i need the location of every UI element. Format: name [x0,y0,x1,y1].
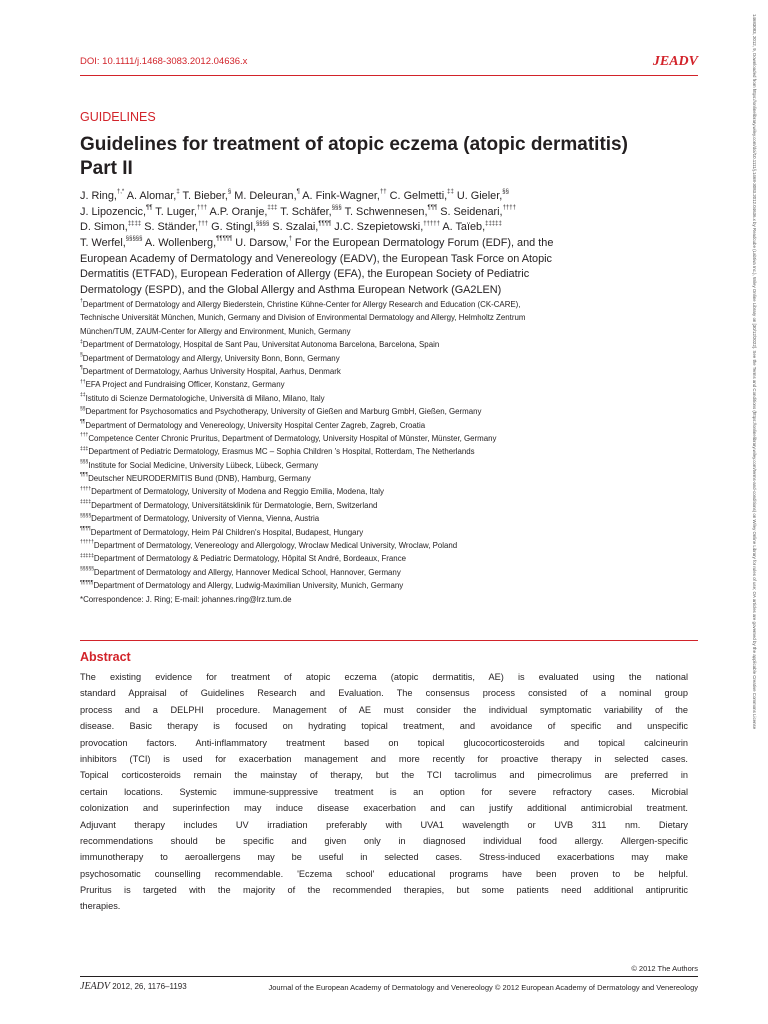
abstract-line: certain locations. Systemic immune-suppressive treatment is an option for severe refractory cases. Microbial [80,786,688,797]
affiliation-mark: †† [379,189,387,196]
author-text: Dermatitis (ETFAD), European Federation of Allergy (EFA), the European Society of Pediatric [80,268,530,281]
abstract-line: provocation factors. Anti-inflammatory treatment based on topical glucocorticosteroids and topical calcineurin [80,737,688,748]
affiliation-mark: †,* [116,189,125,196]
author-text: European Academy of Dermatology and Venereology (EADV), the European Task Force on Atopic [80,252,553,265]
affiliation-mark: †††† [80,485,92,492]
affiliation-text: Deutscher NEURODERMITIS Bund (DNB), Hamburg, Germany [88,474,311,484]
affiliation-text: Department of Dermatology and Allergy, Ludwig-Maximilian University, Munich, Germany [93,581,404,591]
affiliation-item [80,445,710,458]
abstract-line: disease. Basic therapy is focused on hydrating topical treatment, and avoidance of specific and unspecific [80,721,688,732]
author-text: J. Lipozencic, [80,205,146,218]
affiliation-item [80,499,710,512]
abstract-line: recommendations should be specific and given only in diagnosed individual food allergy. Allergen-specific [80,835,688,846]
footer-journal-name: Journal of the European Academy of Dermatology and Venereology © 2012 European Academy of Dermatology and Venereology [268,983,698,992]
affiliation-text: Department of Dermatology and Venereology, University Hospital Center Zagreb, Zagreb, Croatia [85,420,426,430]
affiliation-item [80,392,710,405]
affiliation-text: Department of Dermatology, Hospital de Sant Pau, Universitat Autonoma Barcelona, Barcelona, Spain [82,340,440,350]
author-text: A. Alomar, [124,190,177,202]
affiliation-mark: ‡‡‡ [267,205,278,212]
affiliation-item [80,593,710,606]
author-text: Dermatology (ESPD), and the Global Allergy and Asthma European Network (GA2LEN) [80,284,502,297]
affiliation-text: Department of Dermatology, Venereology and Allergology, Wroclaw Medical University, Wroclaw, Poland [93,541,458,551]
affiliation-mark: ‡‡ [447,189,454,196]
affiliation-mark: §§§§§ [125,236,143,243]
abstract-line: inhibitors (TCI) is used for exacerbation management and more recently for proactive therapy in selected cases. [80,753,688,764]
affiliation-item [80,526,710,539]
affiliation-item [80,352,710,365]
affiliation-mark: §§§§ [255,220,270,227]
abstract-heading: Abstract [80,650,131,664]
affiliation-mark: §§§§ [80,512,92,519]
affiliation-item [80,298,710,311]
abstract-line: process and a DELPHI procedure. Management of AE must consider the individual symptomatic variability of the [80,704,688,715]
affiliation-mark: ‡ [80,338,83,345]
affiliation-item [80,459,710,472]
abstract-line: immunotherapy to aeroallergens may be useful in selected cases. Stress-induced exacerbations may make [80,852,688,863]
affiliation-item [80,552,710,565]
affiliation-text: Technische Universität München, Munich, Germany and Division of Environmental Dermatology and Allergy, Helmholtz Zentrum [80,313,526,323]
author-text: G. Stingl, [208,221,256,234]
affiliation-mark: ¶¶¶ [80,472,89,479]
affiliation-text: Department for Psychosomatics and Psychotherapy, University of Gießen and Marburg GmbH, Gießen, Germany [85,407,482,417]
doi-link[interactable]: DOI: 10.1111/j.1468-3083.2012.04636.x [80,56,248,67]
affiliation-text: Department of Dermatology, University of Vienna, Vienna, Austria [91,514,320,524]
affiliation-mark: §§§ [331,205,342,212]
affiliation-mark: ††††† [423,220,440,227]
author-text: A. Wollenberg, [142,237,217,250]
affiliation-text: Department of Dermatology and Allergy Biederstein, Christine Kühne-Center for Allergy Research and Education (CK-CARE), [82,300,521,309]
author-text: S. Seidenari, [437,205,503,218]
header-rule [80,75,698,76]
affiliation-item [80,579,710,592]
affiliation-text: EFA Project and Fundraising Officer, Konstanz, Germany [85,380,285,390]
download-sidebar-note [749,14,757,1014]
footer-journal-abbrev: JEADV [80,981,110,992]
affiliation-mark: ¶¶¶ [427,205,438,212]
affiliation-mark: ¶¶ [145,205,153,212]
affiliation-mark: ††† [198,220,209,227]
abstract-rule [80,640,698,641]
author-text: A. Taïeb, [439,221,486,234]
author-text: T. Werfel, [80,237,126,250]
affiliation-mark: ¶ [80,365,83,372]
journal-abbrev: JEADV [652,54,698,69]
author-text: S. Szalai, [269,221,319,234]
section-label: GUIDELINES [80,110,156,124]
affiliation-item [80,512,710,525]
affiliation-list [80,298,710,606]
affiliation-item [80,472,710,485]
copyright-notice: © 2012 The Authors [631,964,698,973]
affiliation-item [80,311,710,324]
author-line [80,252,700,268]
abstract-line: Topical corticosteroids remain the mainstay of therapy, but the TCI tacrolimus and pimecrolimus are preferred in [80,770,688,781]
affiliation-mark: ‡ [176,189,180,196]
author-text: T. Luger, [152,205,198,218]
affiliation-item [80,432,710,445]
affiliation-mark: ††† [197,205,208,212]
author-text: D. Simon, [80,221,128,234]
footer-citation [80,981,187,992]
affiliation-text: Department of Dermatology, University of Modena and Reggio Emilia, Modena, Italy [91,487,384,497]
affiliation-mark: ‡‡‡‡ [127,220,142,227]
author-text: J. Ring, [80,190,117,202]
affiliation-item [80,485,710,498]
affiliation-mark: ¶¶ [80,418,86,425]
author-line [80,236,700,252]
abstract-line: The existing evidence for treatment of atopic eczema (atopic dermatitis, AE) is evaluated using the national [80,672,688,682]
author-text: J.C. Szepietowski, [331,221,424,234]
affiliation-text: Competence Center Chronic Pruritus, Department of Dermatology, University Hospital of Münster, Münster, Germany [88,433,497,443]
affiliation-mark: ‡‡ [80,392,86,399]
footer-rule [80,976,698,977]
affiliation-mark: ‡‡‡‡‡ [485,220,502,227]
affiliation-text: Department of Dermatology and Allergy, University Bonn, Bonn, Germany [82,353,340,363]
affiliation-mark: §§§§§ [80,566,94,573]
affiliation-item [80,566,710,579]
author-line [80,205,700,221]
affiliation-text: Department of Dermatology & Pediatric Dermatology, Hôpital St André, Bordeaux, France [93,554,407,564]
affiliation-item [80,539,710,552]
affiliation-mark: ‡‡‡‡ [80,499,92,506]
author-text: For the European Dermatology Forum (EDF), and the [291,237,554,250]
author-line [80,267,700,283]
affiliation-mark: §§ [502,189,509,196]
affiliation-mark: §§ [80,405,86,412]
author-text: T. Bieber, [179,190,228,202]
affiliation-item [80,325,710,338]
affiliation-mark: ¶¶¶¶ [318,220,332,227]
affiliation-item [80,405,710,418]
abstract-line: standard Appraisal of Guidelines Research and Evaluation. The consensus process consisted of a nominal group [80,688,688,699]
author-text: C. Gelmetti, [386,190,448,202]
author-line [80,220,700,236]
abstract-line: Adjuvant therapy includes UV irradiation preferably with UVA1 wavelength or UVB 311 nm. Dietary [80,819,688,830]
article-title: Guidelines for treatment of atopic eczema (atopic dermatitis) Part II [80,134,628,179]
affiliation-mark: ‡‡‡ [80,445,89,452]
author-list [80,189,700,299]
author-text: T. Schäfer, [277,205,332,218]
affiliation-mark: † [288,236,292,243]
affiliation-mark: ¶¶¶¶¶ [80,579,94,586]
affiliation-text: Istituto di Scienze Dermatologiche, Università di Milano, Milano, Italy [85,393,325,403]
abstract-line: Pruritus is targeted with the majority of the recommended therapies, but some patients need additional antipruritic [80,885,688,896]
affiliation-text: *Correspondence: J. Ring; E-mail: johannes.ring@lrz.tum.de [80,594,292,604]
affiliation-mark: †† [80,378,86,385]
download-sidebar-text: 14683083, 2012, 9, Downloaded from https://onlinelibrary.wiley.com/doi/10.1111/j.1468-3083.2012.04636.x by Readcube (Labtiva Inc.), Wiley Online Library on [30/12/2022]. See the Terms and Conditions (https://onlinelibrary.wiley.com/terms-and-conditions) on Wiley Online Library for rules of use; OA articles are governed by the applicable Creative Commons License [752,14,757,730]
author-text: U. Gieler, [453,190,503,202]
abstract-line: psychosomatic counselling recommendable. 'Eczema school' educational programs have been proven to be helpful. [80,868,688,879]
affiliation-item [80,338,710,351]
affiliation-item [80,378,710,391]
author-text: A. Fink-Wagner, [299,190,380,202]
author-text: S. Ständer, [141,221,199,234]
affiliation-item [80,419,710,432]
abstract-line: therapies. [80,901,121,912]
affiliation-text: München/TUM, ZAUM-Center for Allergy and Environment, Munich, Germany [80,326,351,336]
affiliation-mark: ¶¶¶¶ [80,526,91,533]
affiliation-text: Department of Dermatology and Allergy, Hannover Medical School, Hannover, Germany [93,567,401,577]
affiliation-text: Department of Dermatology, Universitätsklinik für Dermatologie, Bern, Switzerland [91,500,378,510]
affiliation-mark: §§§ [80,459,89,466]
author-line [80,283,700,299]
affiliation-mark: § [227,189,232,196]
affiliation-mark: § [80,351,83,358]
abstract-body [80,669,688,915]
affiliation-mark: ‡‡‡‡‡ [80,552,94,559]
author-text: M. Deleuran, [231,190,297,202]
affiliation-mark: ††† [80,432,89,439]
affiliation-item [80,365,710,378]
affiliation-mark: ¶¶¶¶¶ [216,236,233,243]
affiliation-mark: †††† [502,205,516,212]
author-line [80,189,700,205]
abstract-line: colonization and superinfection may induce disease exacerbation and can justify additional antimicrobial treatment. [80,803,688,814]
author-text: T. Schwennesen, [341,205,428,218]
author-text: A.P. Oranje, [207,205,268,218]
affiliation-text: Department of Pediatric Dermatology, Erasmus MC – Sophia Children 's Hospital, Rotterdam, The Netherlands [88,447,475,457]
affiliation-text: Department of Dermatology, Aarhus University Hospital, Aarhus, Denmark [82,366,341,376]
footer-citation-details: 2012, 26, 1176–1193 [112,982,187,991]
affiliation-text: Institute for Social Medicine, University Lübeck, Lübeck, Germany [88,460,319,470]
affiliation-mark: ¶ [296,189,300,196]
author-text: U. Darsow, [232,237,289,250]
affiliation-text: Department of Dermatology, Heim Pál Children's Hospital, Budapest, Hungary [90,527,364,537]
affiliation-mark: † [80,298,83,305]
affiliation-mark: ††††† [80,539,94,546]
